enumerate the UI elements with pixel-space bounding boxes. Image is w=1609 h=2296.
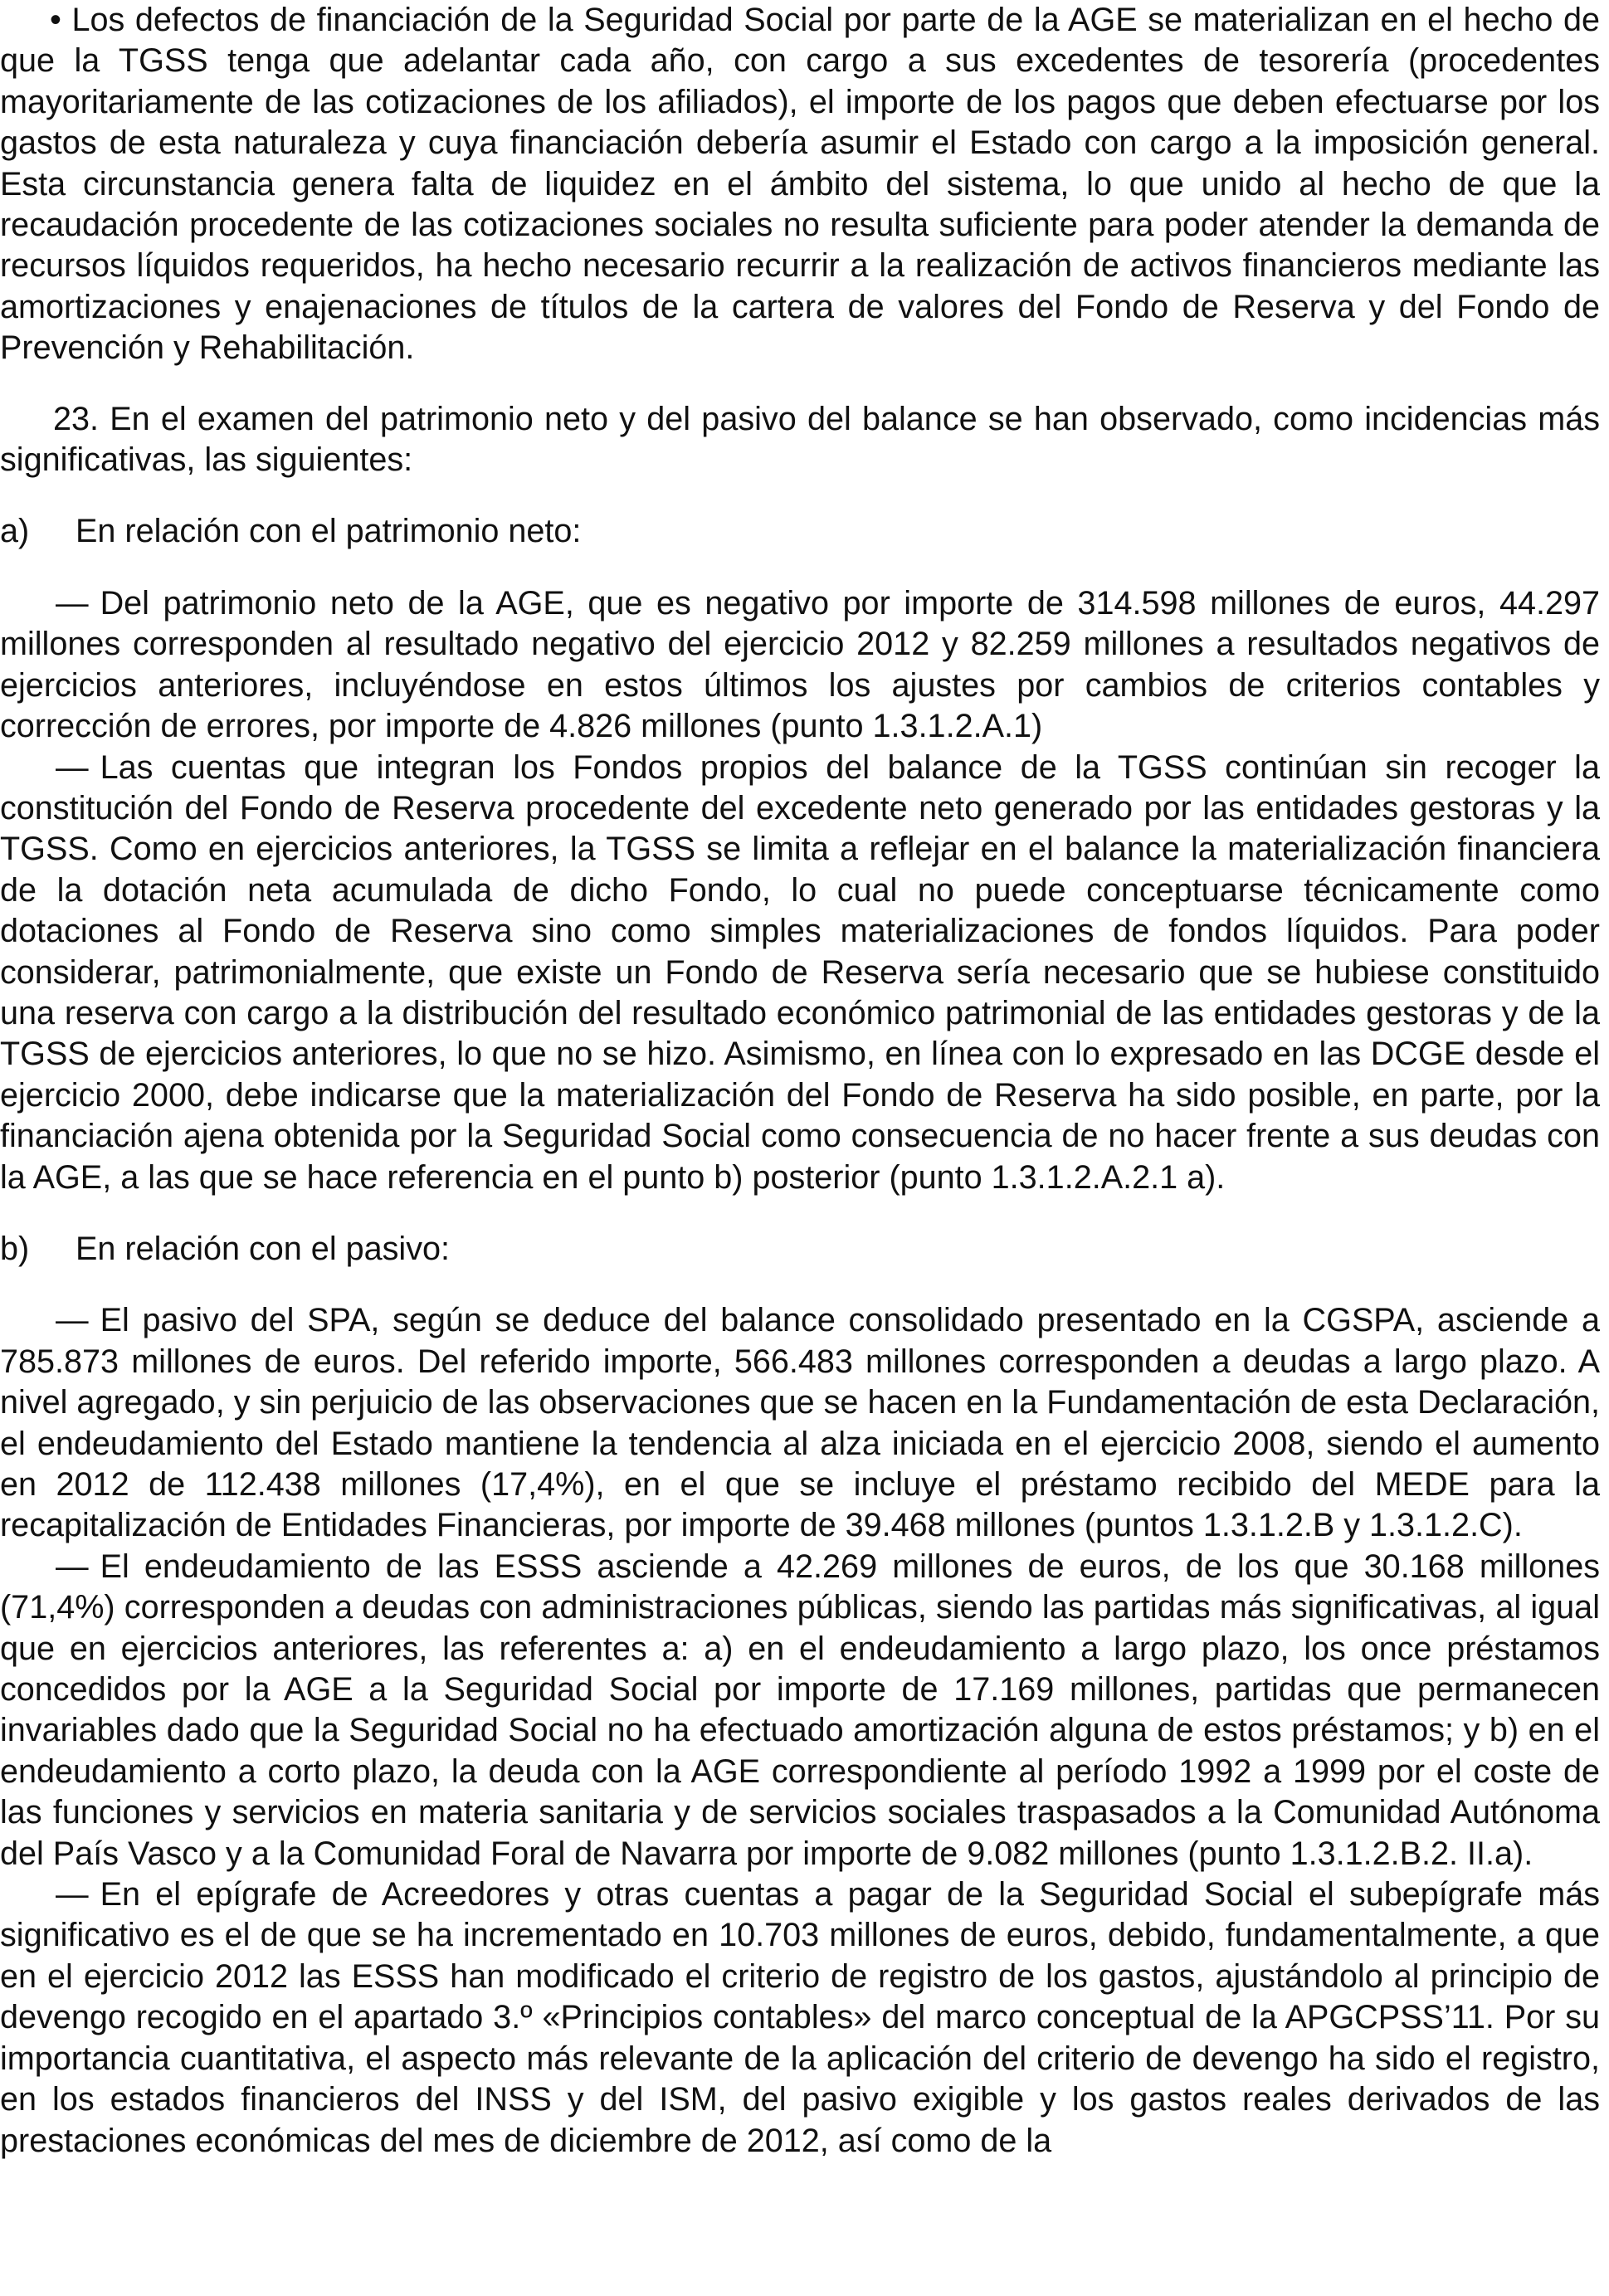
section-b-heading — [0, 1229, 1600, 1270]
section-a-title: En relación con el patrimonio neto: — [76, 513, 582, 550]
dash-item-b1-text: El pasivo del SPA, según se deduce del balance consolidado presentado en la CGSPA, asciende a 785.873 millones de euros. Del referido importe, 566.483 millones corresponden a deudas a largo plazo. A nivel agregado, y sin perjuicio de las observaciones que se hacen en la Fundamentación de esta Declaración, el endeudamiento del Estado mantiene la tendencia al alza iniciada en el ejercicio 2008, siendo el aumento en 2012 de 112.438 millones (17,4%), en el que se incluye el préstamo recibido del MEDE para la recapitalización de Entidades Financieras, por importe de 39.468 millones (puntos 1.3.1.2.B y 1.3.1.2.C). — [0, 1302, 1600, 1544]
dash-item-a1-text: Del patrimonio neto de la AGE, que es negativo por importe de 314.598 millones de euros, 44.297 millones corresponden al resultado negativo del ejercicio 2012 y 82.259 millones a resultados negativos de ejercicios anteriores, incluyéndose en estos últimos los ajustes por cambios de criterios contables y corrección de errores, por importe de 4.826 millones (punto 1.3.1.2.A.1) — [0, 584, 1600, 745]
section-b-title: En relación con el pasivo: — [76, 1230, 451, 1267]
em-dash: — — [56, 584, 89, 622]
section-b-letter: b) — [0, 1230, 30, 1267]
em-dash: — — [56, 1876, 89, 1913]
point-23-paragraph: 23. En el examen del patrimonio neto y del pasivo del balance se han observado, como incidencias más significativas, las siguientes: — [0, 400, 1600, 479]
dash-item-b3-text: En el epígrafe de Acreedores y otras cuentas a pagar de la Seguridad Social el subepígrafe más significativo es el de que se ha incrementado en 10.703 millones de euros, debido, fundamentalmente, a que en el ejercicio 2012 las ESSS han modificado el criterio de registro de los gastos, ajustándolo al principio de devengo recogido en el apartado 3.º «Principios contables» del marco conceptual de la APGCPSS’11. Por su importancia cuantitativa, el aspecto más relevante de la aplicación del criterio de devengo ha sido el registro, en los estados financieros del INSS y del ISM, del pasivo exigible y los gastos reales derivados de las prestaciones económicas del mes de diciembre de 2012, así como de la — [0, 1876, 1600, 2159]
em-dash: — — [56, 1548, 89, 1585]
dash-item-a1 — [0, 583, 1600, 748]
dash-item-a2-text: Las cuentas que integran los Fondos propios del balance de la TGSS continúan sin recoger la constitución del Fondo de Reserva procedente del excedente neto generado por las entidades gestoras y la TGSS. Como en ejercicios anteriores, la TGSS se limita a reflejar en el balance la materialización financiera de la dotación neta acumulada de dicho Fondo, lo cual no puede conceptuarse técnicamente como dotaciones al Fondo de Reserva sino como simples materializaciones de fondos líquidos. Para poder considerar, patrimonialmente, que existe un Fondo de Reserva sería necesario que se hubiese constituido una reserva con cargo a la distribución del resultado económico patrimonial de las entidades gestoras y de la TGSS de ejercicios anteriores, lo que no se hizo. Asimismo, en línea con lo expresado en las DCGE desde el ejercicio 2000, debe indicarse que la materialización del Fondo de Reserva ha sido posible, en parte, por la financiación ajena obtenida por la Seguridad Social como consecuencia de no hacer frente a sus deudas con la AGE, a las que se hace referencia en el punto b) posterior (punto 1.3.1.2.A.2.1 a). — [0, 748, 1600, 1196]
em-dash: — — [56, 748, 89, 786]
dash-item-a2 — [0, 748, 1600, 1198]
em-dash: — — [56, 1302, 89, 1339]
dash-item-b1 — [0, 1300, 1600, 1546]
section-a-letter: a) — [0, 513, 30, 550]
dash-item-b2 — [0, 1547, 1600, 1874]
dash-item-b2-text: El endeudamiento de las ESSS asciende a 42.269 millones de euros, de los que 30.168 millones (71,4%) corresponden a deudas con administraciones públicas, siendo las partidas más significativas, al igual que en ejercicios anteriores, las referentes a: a) en el endeudamiento a largo plazo, los once préstamos concedidos por la AGE a la Seguridad Social por importe de 17.169 millones, partidas que permanecen invariables dado que la Seguridad Social no ha efectuado amortización alguna de estos préstamos; y b) en el endeudamiento a corto plazo, la deuda con la AGE correspondiente al período 1992 a 1999 por el coste de las funciones y servicios en materia sanitaria y de servicios sociales traspasados a la Comunidad Autónoma del País Vasco y a la Comunidad Foral de Navarra por importe de 9.082 millones (punto 1.3.1.2.B.2. II.a). — [0, 1548, 1600, 1872]
section-a-heading — [0, 511, 1600, 552]
bullet-paragraph-financing: • Los defectos de financiación de la Seguridad Social por parte de la AGE se materializan en el hecho de que la TGSS tenga que adelantar cada año, con cargo a sus excedentes de tesorería (procedentes mayoritariamente de las cotizaciones de los afiliados), el importe de los pagos que deben efectuarse por los gastos de esta naturaleza y cuya financiación debería asumir el Estado con cargo a la imposición general. Esta circunstancia genera falta de liquidez en el ámbito del sistema, lo que unido al hecho de que la recaudación procedente de las cotizaciones sociales no resulta suficiente para poder atender la demanda de recursos líquidos requeridos, ha hecho necesario recurrir a la realización de activos financieros mediante las amortizaciones y enajenaciones de títulos de la cartera de valores del Fondo de Reserva y del Fondo de Prevención y Rehabilitación. — [0, 2, 1600, 367]
dash-item-b3 — [0, 1874, 1600, 2162]
